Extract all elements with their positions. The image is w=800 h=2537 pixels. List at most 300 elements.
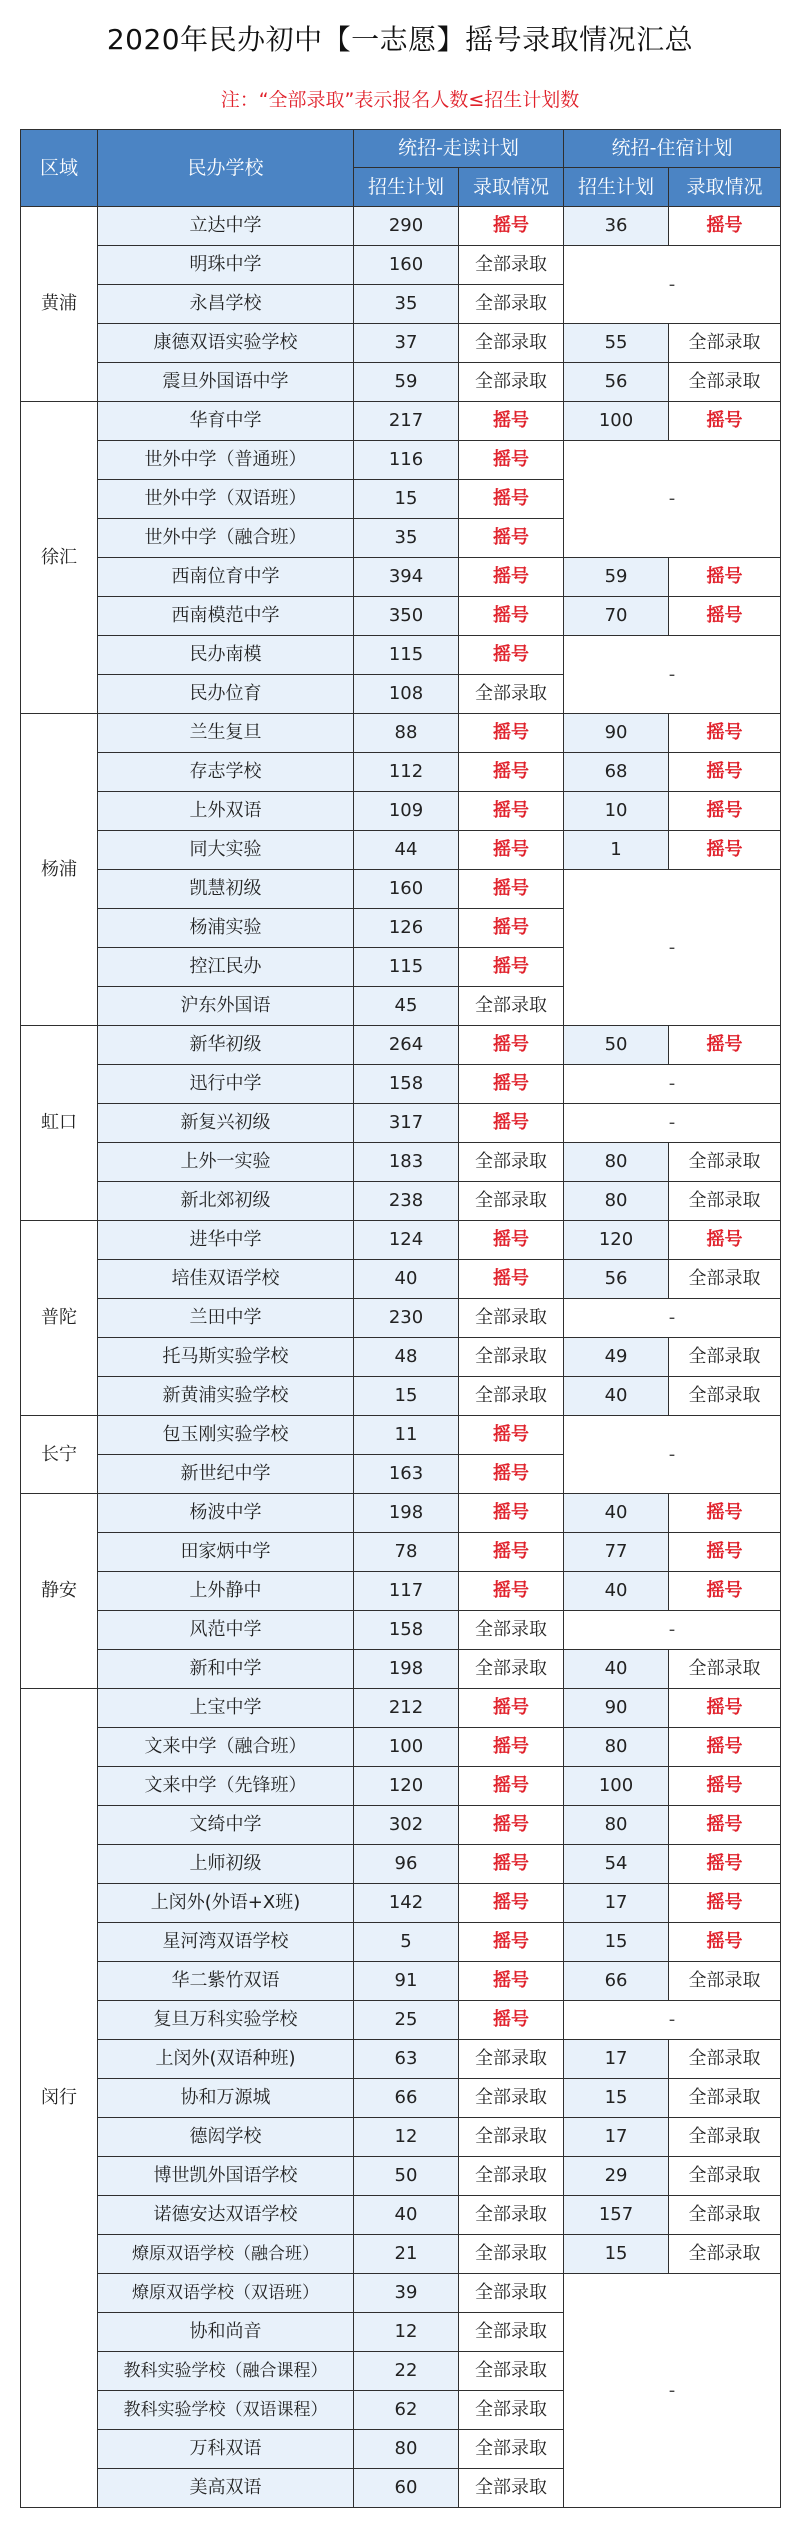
district-cell: 杨浦 — [21, 714, 98, 1026]
school-name-cell: 教科实验学校（双语课程） — [98, 2391, 354, 2430]
day-status-cell: 摇号 — [459, 1728, 564, 1767]
table-row — [21, 246, 781, 285]
school-name-cell: 永昌学校 — [98, 285, 354, 324]
day-status-cell: 摇号 — [459, 831, 564, 870]
school-name-cell: 燎原双语学校（融合班） — [98, 2235, 354, 2274]
board-plan-cell: 59 — [564, 558, 669, 597]
table-row — [21, 441, 781, 480]
board-plan-cell: 15 — [564, 1923, 669, 1962]
district-cell: 普陀 — [21, 1221, 98, 1416]
school-name-cell: 上外一实验 — [98, 1143, 354, 1182]
day-plan-cell: 5 — [354, 1923, 459, 1962]
table-row — [21, 2001, 781, 2040]
school-name-cell: 文来中学（先锋班） — [98, 1767, 354, 1806]
school-name-cell: 新华初级 — [98, 1026, 354, 1065]
table-row — [21, 1611, 781, 1650]
school-name-cell: 燎原双语学校（双语班） — [98, 2274, 354, 2313]
header-day-status: 录取情况 — [459, 168, 564, 207]
board-status-cell: 摇号 — [669, 1026, 781, 1065]
table-row — [21, 1533, 781, 1572]
day-status-cell: 全部录取 — [459, 2040, 564, 2079]
day-plan-cell: 108 — [354, 675, 459, 714]
school-name-cell: 协和尚音 — [98, 2313, 354, 2352]
table-row — [21, 1416, 781, 1455]
day-status-cell: 摇号 — [459, 1065, 564, 1104]
board-status-cell: 全部录取 — [669, 324, 781, 363]
day-status-cell: 摇号 — [459, 948, 564, 987]
school-name-cell: 世外中学（双语班） — [98, 480, 354, 519]
board-plan-cell: 54 — [564, 1845, 669, 1884]
table-row — [21, 1728, 781, 1767]
day-status-cell: 摇号 — [459, 519, 564, 558]
day-status-cell: 摇号 — [459, 636, 564, 675]
board-status-cell: 全部录取 — [669, 2118, 781, 2157]
day-plan-cell: 50 — [354, 2157, 459, 2196]
board-plan-cell: 49 — [564, 1338, 669, 1377]
day-status-cell: 摇号 — [459, 1689, 564, 1728]
school-name-cell: 文来中学（融合班） — [98, 1728, 354, 1767]
day-plan-cell: 44 — [354, 831, 459, 870]
table-row — [21, 207, 781, 246]
table-row — [21, 831, 781, 870]
day-plan-cell: 35 — [354, 519, 459, 558]
board-plan-cell: 120 — [564, 1221, 669, 1260]
day-status-cell: 摇号 — [459, 1221, 564, 1260]
day-status-cell: 全部录取 — [459, 1182, 564, 1221]
board-status-cell: 摇号 — [669, 1689, 781, 1728]
school-name-cell: 诺德安达双语学校 — [98, 2196, 354, 2235]
school-name-cell: 上师初级 — [98, 1845, 354, 1884]
day-plan-cell: 115 — [354, 636, 459, 675]
day-plan-cell: 116 — [354, 441, 459, 480]
day-status-cell: 摇号 — [459, 1767, 564, 1806]
day-plan-cell: 11 — [354, 1416, 459, 1455]
school-name-cell: 教科实验学校（融合课程） — [98, 2352, 354, 2391]
day-status-cell: 摇号 — [459, 480, 564, 519]
board-plan-cell: 100 — [564, 402, 669, 441]
board-status-cell: 全部录取 — [669, 1338, 781, 1377]
table-row — [21, 597, 781, 636]
day-plan-cell: 120 — [354, 1767, 459, 1806]
board-status-cell: 摇号 — [669, 714, 781, 753]
table-row — [21, 1572, 781, 1611]
school-name-cell: 上外双语 — [98, 792, 354, 831]
board-status-cell: 全部录取 — [669, 1182, 781, 1221]
board-plan-cell: 1 — [564, 831, 669, 870]
board-plan-cell: 40 — [564, 1377, 669, 1416]
board-plan-na-cell: - — [564, 636, 781, 714]
school-name-cell: 华育中学 — [98, 402, 354, 441]
school-name-cell: 民办位育 — [98, 675, 354, 714]
day-plan-cell: 78 — [354, 1533, 459, 1572]
table-row — [21, 2274, 781, 2313]
day-plan-cell: 160 — [354, 246, 459, 285]
day-status-cell: 摇号 — [459, 207, 564, 246]
table-row — [21, 1884, 781, 1923]
board-status-cell: 全部录取 — [669, 2235, 781, 2274]
table-row — [21, 1260, 781, 1299]
day-plan-cell: 112 — [354, 753, 459, 792]
day-plan-cell: 212 — [354, 1689, 459, 1728]
page-title: 2020年民办初中【一志愿】摇号录取情况汇总 — [106, 23, 694, 56]
board-plan-na-cell: - — [564, 870, 781, 1026]
board-plan-cell: 90 — [564, 1689, 669, 1728]
board-plan-cell: 90 — [564, 714, 669, 753]
board-plan-cell: 29 — [564, 2157, 669, 2196]
table-row — [21, 1221, 781, 1260]
board-status-cell: 摇号 — [669, 1728, 781, 1767]
board-status-cell: 摇号 — [669, 1884, 781, 1923]
district-cell: 徐汇 — [21, 402, 98, 714]
school-name-cell: 存志学校 — [98, 753, 354, 792]
district-cell: 静安 — [21, 1494, 98, 1689]
table-row — [21, 1650, 781, 1689]
day-status-cell: 全部录取 — [459, 2157, 564, 2196]
admission-table — [20, 129, 781, 2508]
day-plan-cell: 238 — [354, 1182, 459, 1221]
table-note: 注：“全部录取”表示报名人数≤招生计划数 — [220, 89, 580, 111]
table-row — [21, 1065, 781, 1104]
table-row — [21, 2157, 781, 2196]
board-status-cell: 全部录取 — [669, 2079, 781, 2118]
table-row — [21, 2118, 781, 2157]
day-plan-cell: 350 — [354, 597, 459, 636]
day-plan-cell: 59 — [354, 363, 459, 402]
day-status-cell: 摇号 — [459, 792, 564, 831]
day-plan-cell: 109 — [354, 792, 459, 831]
day-plan-cell: 160 — [354, 870, 459, 909]
day-status-cell: 全部录取 — [459, 1338, 564, 1377]
table-row — [21, 1494, 781, 1533]
day-plan-cell: 198 — [354, 1494, 459, 1533]
board-status-cell: 摇号 — [669, 1494, 781, 1533]
board-plan-na-cell: - — [564, 2274, 781, 2508]
day-plan-cell: 80 — [354, 2430, 459, 2469]
board-status-cell: 摇号 — [669, 1221, 781, 1260]
board-plan-cell: 80 — [564, 1143, 669, 1182]
school-name-cell: 兰生复旦 — [98, 714, 354, 753]
day-status-cell: 全部录取 — [459, 2079, 564, 2118]
board-plan-na-cell: - — [564, 1065, 781, 1104]
board-status-cell: 全部录取 — [669, 1962, 781, 2001]
school-name-cell: 立达中学 — [98, 207, 354, 246]
day-plan-cell: 12 — [354, 2313, 459, 2352]
school-name-cell: 华二紫竹双语 — [98, 1962, 354, 2001]
table-row — [21, 870, 781, 909]
school-name-cell: 沪东外国语 — [98, 987, 354, 1026]
day-plan-cell: 25 — [354, 2001, 459, 2040]
day-plan-cell: 66 — [354, 2079, 459, 2118]
day-status-cell: 摇号 — [459, 558, 564, 597]
day-plan-cell: 63 — [354, 2040, 459, 2079]
day-status-cell: 摇号 — [459, 1416, 564, 1455]
day-plan-cell: 88 — [354, 714, 459, 753]
day-plan-cell: 96 — [354, 1845, 459, 1884]
day-plan-cell: 60 — [354, 2469, 459, 2508]
board-plan-cell: 56 — [564, 363, 669, 402]
day-status-cell: 全部录取 — [459, 285, 564, 324]
table-row — [21, 1845, 781, 1884]
table-row — [21, 1923, 781, 1962]
day-status-cell: 摇号 — [459, 1260, 564, 1299]
table-row — [21, 2235, 781, 2274]
table-row — [21, 1338, 781, 1377]
school-name-cell: 万科双语 — [98, 2430, 354, 2469]
school-name-cell: 明珠中学 — [98, 246, 354, 285]
day-status-cell: 全部录取 — [459, 2313, 564, 2352]
board-plan-cell: 10 — [564, 792, 669, 831]
table-row — [21, 402, 781, 441]
day-plan-cell: 264 — [354, 1026, 459, 1065]
board-status-cell: 全部录取 — [669, 2040, 781, 2079]
day-status-cell: 摇号 — [459, 1884, 564, 1923]
board-plan-na-cell: - — [564, 1104, 781, 1143]
board-plan-cell: 100 — [564, 1767, 669, 1806]
day-status-cell: 摇号 — [459, 870, 564, 909]
day-status-cell: 全部录取 — [459, 2469, 564, 2508]
school-name-cell: 凯慧初级 — [98, 870, 354, 909]
day-status-cell: 摇号 — [459, 402, 564, 441]
school-name-cell: 进华中学 — [98, 1221, 354, 1260]
table-row — [21, 636, 781, 675]
school-name-cell: 同大实验 — [98, 831, 354, 870]
board-status-cell: 摇号 — [669, 831, 781, 870]
school-name-cell: 田家炳中学 — [98, 1533, 354, 1572]
day-status-cell: 摇号 — [459, 597, 564, 636]
board-plan-cell: 68 — [564, 753, 669, 792]
board-plan-cell: 66 — [564, 1962, 669, 2001]
board-status-cell: 全部录取 — [669, 363, 781, 402]
board-status-cell: 全部录取 — [669, 1650, 781, 1689]
board-plan-cell: 40 — [564, 1572, 669, 1611]
school-name-cell: 上宝中学 — [98, 1689, 354, 1728]
school-name-cell: 控江民办 — [98, 948, 354, 987]
school-name-cell: 杨浦实验 — [98, 909, 354, 948]
board-plan-cell: 40 — [564, 1650, 669, 1689]
day-status-cell: 全部录取 — [459, 1611, 564, 1650]
school-name-cell: 培佳双语学校 — [98, 1260, 354, 1299]
table-body — [21, 207, 781, 2508]
day-status-cell: 摇号 — [459, 1806, 564, 1845]
day-status-cell: 摇号 — [459, 1455, 564, 1494]
day-status-cell: 摇号 — [459, 909, 564, 948]
day-status-cell: 摇号 — [459, 2001, 564, 2040]
header-day-plan: 招生计划 — [354, 168, 459, 207]
table-row — [21, 363, 781, 402]
day-status-cell: 全部录取 — [459, 2391, 564, 2430]
school-name-cell: 新和中学 — [98, 1650, 354, 1689]
day-status-cell: 摇号 — [459, 1104, 564, 1143]
school-name-cell: 新复兴初级 — [98, 1104, 354, 1143]
school-name-cell: 西南模范中学 — [98, 597, 354, 636]
day-status-cell: 摇号 — [459, 441, 564, 480]
board-plan-cell: 56 — [564, 1260, 669, 1299]
school-name-cell: 托马斯实验学校 — [98, 1338, 354, 1377]
table-row — [21, 1104, 781, 1143]
board-plan-cell: 15 — [564, 2235, 669, 2274]
day-plan-cell: 40 — [354, 1260, 459, 1299]
board-plan-cell: 157 — [564, 2196, 669, 2235]
table-row — [21, 558, 781, 597]
header-school: 民办学校 — [98, 130, 354, 207]
day-status-cell: 摇号 — [459, 1494, 564, 1533]
board-plan-cell: 17 — [564, 2118, 669, 2157]
board-plan-cell: 80 — [564, 1806, 669, 1845]
board-status-cell: 摇号 — [669, 1767, 781, 1806]
table-row — [21, 1299, 781, 1338]
school-name-cell: 博世凯外国语学校 — [98, 2157, 354, 2196]
day-status-cell: 摇号 — [459, 753, 564, 792]
district-cell: 黄浦 — [21, 207, 98, 402]
day-status-cell: 摇号 — [459, 1923, 564, 1962]
board-status-cell: 摇号 — [669, 792, 781, 831]
school-name-cell: 文绮中学 — [98, 1806, 354, 1845]
day-plan-cell: 158 — [354, 1065, 459, 1104]
board-status-cell: 摇号 — [669, 402, 781, 441]
day-status-cell: 全部录取 — [459, 324, 564, 363]
board-plan-cell: 77 — [564, 1533, 669, 1572]
day-status-cell: 全部录取 — [459, 2430, 564, 2469]
day-status-cell: 全部录取 — [459, 2235, 564, 2274]
school-name-cell: 上外静中 — [98, 1572, 354, 1611]
table-row — [21, 753, 781, 792]
board-plan-cell: 17 — [564, 1884, 669, 1923]
school-name-cell: 德闳学校 — [98, 2118, 354, 2157]
header-district: 区域 — [21, 130, 98, 207]
day-plan-cell: 290 — [354, 207, 459, 246]
board-status-cell: 摇号 — [669, 753, 781, 792]
board-plan-na-cell: - — [564, 246, 781, 324]
day-plan-cell: 35 — [354, 285, 459, 324]
board-status-cell: 全部录取 — [669, 1260, 781, 1299]
day-plan-cell: 37 — [354, 324, 459, 363]
day-status-cell: 摇号 — [459, 1026, 564, 1065]
school-name-cell: 包玉刚实验学校 — [98, 1416, 354, 1455]
day-plan-cell: 183 — [354, 1143, 459, 1182]
day-status-cell: 全部录取 — [459, 2118, 564, 2157]
day-plan-cell: 15 — [354, 1377, 459, 1416]
board-plan-na-cell: - — [564, 2001, 781, 2040]
school-name-cell: 震旦外国语中学 — [98, 363, 354, 402]
board-plan-cell: 80 — [564, 1728, 669, 1767]
board-plan-na-cell: - — [564, 1299, 781, 1338]
header-board-plan-group: 统招-住宿计划 — [564, 130, 781, 168]
day-status-cell: 全部录取 — [459, 2352, 564, 2391]
table-row — [21, 1689, 781, 1728]
day-plan-cell: 117 — [354, 1572, 459, 1611]
day-status-cell: 全部录取 — [459, 2196, 564, 2235]
school-name-cell: 新北郊初级 — [98, 1182, 354, 1221]
header-day-plan-group: 统招-走读计划 — [354, 130, 564, 168]
admission-table-wrapper — [20, 129, 780, 2508]
header-board-status: 录取情况 — [669, 168, 781, 207]
school-name-cell: 民办南模 — [98, 636, 354, 675]
board-status-cell: 全部录取 — [669, 2196, 781, 2235]
day-status-cell: 全部录取 — [459, 1650, 564, 1689]
board-status-cell: 摇号 — [669, 1923, 781, 1962]
day-plan-cell: 39 — [354, 2274, 459, 2313]
day-status-cell: 摇号 — [459, 1845, 564, 1884]
day-status-cell: 全部录取 — [459, 1299, 564, 1338]
school-name-cell: 杨波中学 — [98, 1494, 354, 1533]
day-plan-cell: 62 — [354, 2391, 459, 2430]
day-status-cell: 全部录取 — [459, 363, 564, 402]
day-plan-cell: 158 — [354, 1611, 459, 1650]
day-status-cell: 全部录取 — [459, 2274, 564, 2313]
table-row — [21, 2079, 781, 2118]
day-plan-cell: 198 — [354, 1650, 459, 1689]
school-name-cell: 上闵外(外语+X班) — [98, 1884, 354, 1923]
day-plan-cell: 22 — [354, 2352, 459, 2391]
day-plan-cell: 217 — [354, 402, 459, 441]
board-status-cell: 摇号 — [669, 1533, 781, 1572]
day-plan-cell: 124 — [354, 1221, 459, 1260]
school-name-cell: 新世纪中学 — [98, 1455, 354, 1494]
board-status-cell: 摇号 — [669, 1572, 781, 1611]
table-row — [21, 714, 781, 753]
school-name-cell: 风范中学 — [98, 1611, 354, 1650]
school-name-cell: 世外中学（融合班） — [98, 519, 354, 558]
board-status-cell: 摇号 — [669, 558, 781, 597]
school-name-cell: 康德双语实验学校 — [98, 324, 354, 363]
table-row — [21, 1377, 781, 1416]
day-plan-cell: 317 — [354, 1104, 459, 1143]
table-row — [21, 1806, 781, 1845]
day-plan-cell: 91 — [354, 1962, 459, 2001]
day-plan-cell: 21 — [354, 2235, 459, 2274]
board-status-cell: 全部录取 — [669, 1377, 781, 1416]
board-plan-na-cell: - — [564, 441, 781, 558]
board-plan-cell: 70 — [564, 597, 669, 636]
table-row — [21, 2196, 781, 2235]
day-plan-cell: 115 — [354, 948, 459, 987]
school-name-cell: 西南位育中学 — [98, 558, 354, 597]
school-name-cell: 复旦万科实验学校 — [98, 2001, 354, 2040]
board-status-cell: 全部录取 — [669, 2157, 781, 2196]
table-row — [21, 1143, 781, 1182]
board-plan-cell: 55 — [564, 324, 669, 363]
district-cell: 虹口 — [21, 1026, 98, 1221]
day-plan-cell: 230 — [354, 1299, 459, 1338]
school-name-cell: 新黄浦实验学校 — [98, 1377, 354, 1416]
day-plan-cell: 100 — [354, 1728, 459, 1767]
day-plan-cell: 48 — [354, 1338, 459, 1377]
day-status-cell: 全部录取 — [459, 675, 564, 714]
school-name-cell: 迅行中学 — [98, 1065, 354, 1104]
table-row — [21, 1767, 781, 1806]
table-row — [21, 1182, 781, 1221]
day-plan-cell: 12 — [354, 2118, 459, 2157]
table-row — [21, 792, 781, 831]
school-name-cell: 协和万源城 — [98, 2079, 354, 2118]
day-status-cell: 全部录取 — [459, 987, 564, 1026]
day-plan-cell: 142 — [354, 1884, 459, 1923]
table-row — [21, 1026, 781, 1065]
board-plan-cell: 36 — [564, 207, 669, 246]
day-status-cell: 摇号 — [459, 1962, 564, 2001]
board-plan-cell: 15 — [564, 2079, 669, 2118]
header-board-plan: 招生计划 — [564, 168, 669, 207]
day-plan-cell: 394 — [354, 558, 459, 597]
district-cell: 长宁 — [21, 1416, 98, 1494]
day-status-cell: 摇号 — [459, 1533, 564, 1572]
day-status-cell: 全部录取 — [459, 1143, 564, 1182]
board-status-cell: 摇号 — [669, 207, 781, 246]
board-plan-cell: 50 — [564, 1026, 669, 1065]
day-status-cell: 摇号 — [459, 1572, 564, 1611]
board-status-cell: 摇号 — [669, 597, 781, 636]
day-status-cell: 全部录取 — [459, 1377, 564, 1416]
